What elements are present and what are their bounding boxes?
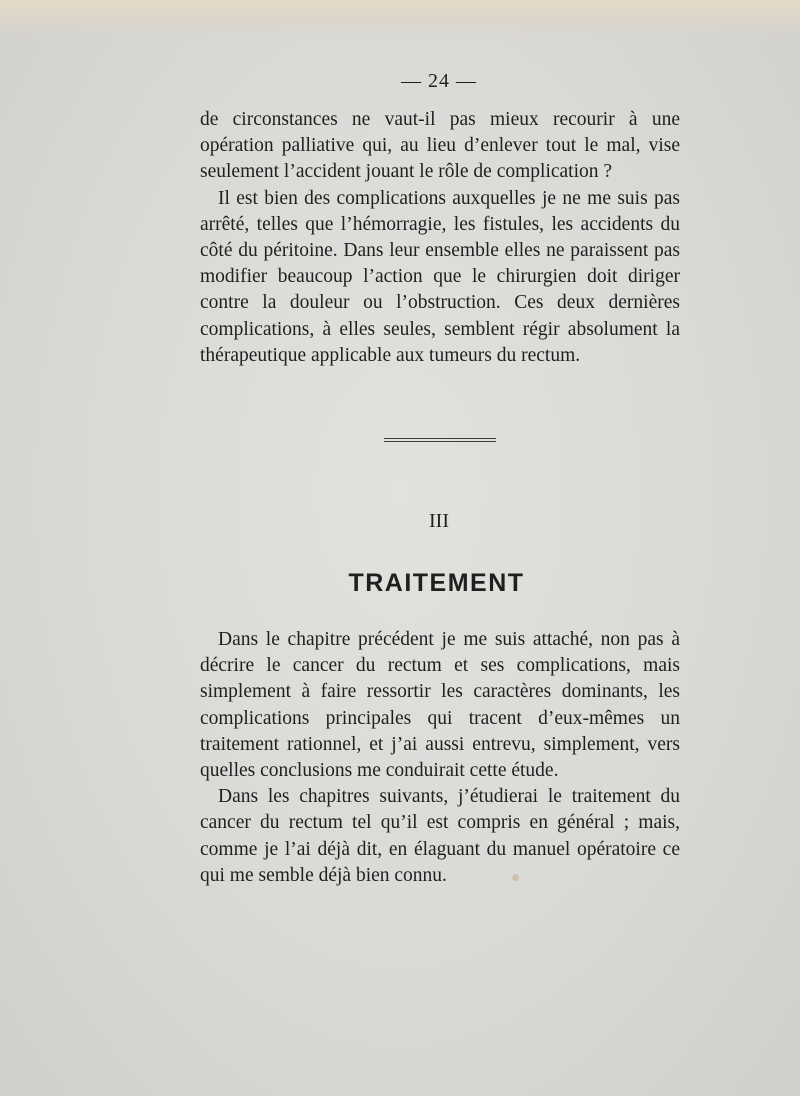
paper-edge [0, 0, 800, 40]
text-block-after-section [200, 627, 680, 889]
paragraph-next-chapters: Dans les chapitres suivants, j’étudierai le traitement du cancer du rectum tel qu’il est compris en général ; mais, comme je l’ai déjà dit, en élaguant du manuel opératoire ce qui me semble déjà bien connu. [200, 786, 680, 886]
section-number: III [429, 510, 449, 532]
page-number: — 24 — [401, 70, 477, 92]
paragraph-previous-chapter: Dans le chapitre précédent je me suis attaché, non pas à décrire le cancer du rectum et ses complications, mais simplement à faire ressortir les caractères dominants, les complications principales qui tracent d’eux-mêmes un traitement rationnel, et j’ai aussi entrevu, simplement, vers quelles conclusions me conduirait cette étude. [200, 629, 680, 782]
paper-stain [512, 874, 519, 881]
section-title: TRAITEMENT [348, 569, 525, 597]
paragraph-continuation: de circonstances ne vaut-il pas mieux recourir à une opération palliative qui, au lieu d’enlever tout le mal, vise seulement l’accident jouant le rôle de complication ? [200, 109, 680, 183]
paragraph-complications: Il est bien des complications auxquelles je ne me suis pas arrêté, telles que l’hémorragie, les fistules, les accidents du côté du péritoine. Dans leur ensemble elles ne paraissent pas modifier beaucoup l’action que le chirurgien doit diriger contre la douleur ou l’obstruction. Ces deux dernières complications, à elles seules, semblent régir absolument la thérapeutique applicable aux tumeurs du rectum. [200, 187, 680, 366]
text-block-before-section [200, 107, 680, 369]
section-divider [384, 438, 496, 444]
